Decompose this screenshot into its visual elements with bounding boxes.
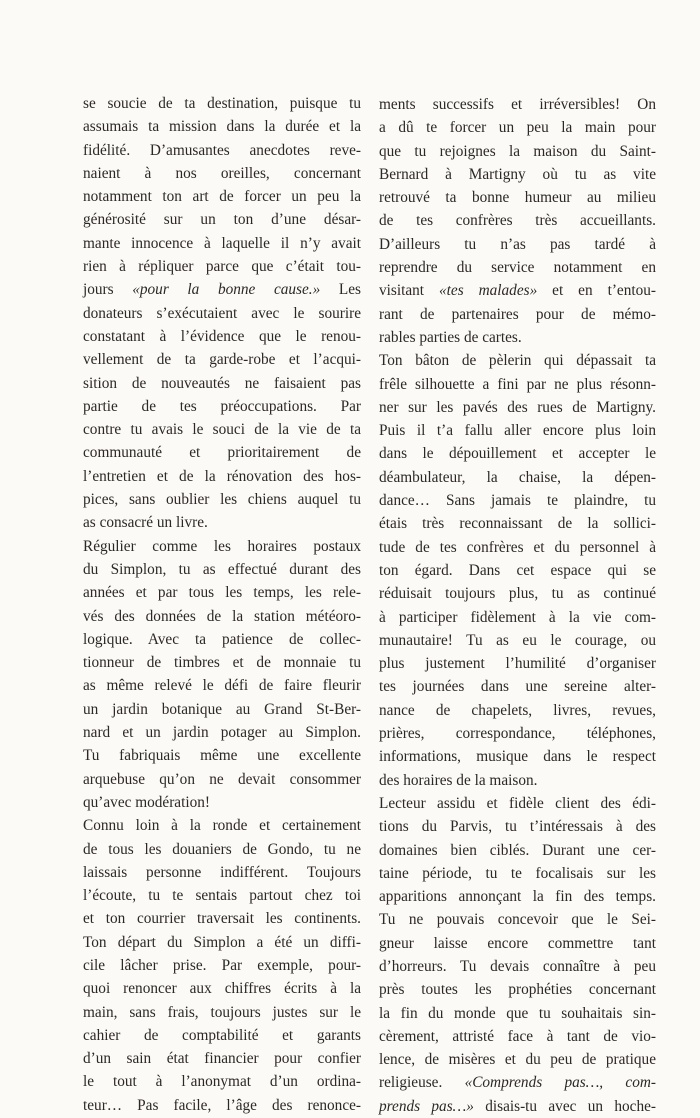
text-line: fidélité. D’amusantes anecdotes reve- bbox=[83, 141, 361, 159]
text-line: reprendre du service notamment en bbox=[379, 259, 656, 277]
left-column-paragraph bbox=[83, 92, 361, 535]
text-line: tionneur de timbres et de monnaie tu bbox=[83, 654, 361, 672]
text-line: gneur laisse encore commettre tant bbox=[379, 934, 656, 952]
text-line: tions du Parvis, tu t’intéressais à des bbox=[379, 818, 656, 836]
text-line: domaines bien ciblés. Durant une cer- bbox=[379, 841, 656, 859]
text-line: réduisait toujours plus, tu as continué bbox=[379, 585, 656, 603]
text-line: munautaire! Tu as eu le courage, ou bbox=[379, 631, 656, 649]
text-line: apparitions annonçant la fin des temps. bbox=[379, 888, 656, 906]
text-line: Régulier comme les horaires postaux bbox=[83, 537, 361, 555]
text-line: nard et un jardin potager au Simplon. bbox=[83, 724, 361, 742]
text-line: près toutes les prophéties concernant bbox=[379, 981, 656, 999]
left-column-paragraph bbox=[83, 814, 361, 1117]
text-line: D’ailleurs tu n’as pas tardé à bbox=[379, 235, 656, 253]
text-line: mante innocence à laquelle il n’y avait bbox=[83, 234, 361, 252]
text-line: années et par tous les temps, les rele- bbox=[83, 584, 361, 602]
right-column-paragraph bbox=[379, 93, 656, 349]
text-line: ments successifs et irréversibles! On bbox=[379, 96, 656, 113]
text-line: la fin du monde que tu souhaitais sin- bbox=[379, 1004, 656, 1022]
text-line: as consacré un livre. bbox=[83, 514, 208, 532]
text-line: Lecteur assidu et fidèle client des édi- bbox=[379, 794, 656, 812]
text-line: d’horreurs. Tu devais connaître à peu bbox=[379, 957, 656, 975]
text-line: qu’avec modération! bbox=[83, 793, 210, 811]
text-line: rien à répliquer parce que c’était tou- bbox=[83, 258, 361, 276]
text-line: nance de chapelets, livres, revues, bbox=[379, 701, 656, 719]
text-line: tude de tes confrères et du personnel à bbox=[379, 538, 656, 556]
text-line: lence, de misères et du peu de pratique bbox=[379, 1051, 656, 1069]
text-line: arquebuse qu’on ne devait consommer bbox=[83, 770, 361, 788]
text-line: à participer fidèlement à la vie com- bbox=[379, 608, 656, 626]
text-line: et ton courrier traversait les continents. bbox=[83, 910, 361, 928]
text-line: logique. Avec ta patience de collec- bbox=[83, 630, 361, 648]
text-line: rant de partenaires pour de mémo- bbox=[379, 305, 656, 323]
text-line: assumais ta mission dans la durée et la bbox=[83, 118, 361, 136]
text-line: contre tu avais le souci de la vie de ta bbox=[83, 421, 361, 439]
text-line: as même relevé le défi de faire fleurir bbox=[83, 677, 361, 695]
text-line: Bernard à Martigny où tu as vite bbox=[379, 165, 656, 183]
text-line: naient à nos oreilles, concernant bbox=[83, 164, 361, 182]
text-line: frêle silhouette a fini par ne plus résonn- bbox=[379, 375, 656, 393]
text-line: sition de nouveautés ne faisaient pas bbox=[83, 374, 361, 392]
left-text-column bbox=[83, 92, 361, 1117]
text-line: se soucie de ta destination, puisque tu bbox=[83, 95, 361, 112]
text-line: religieuse. «Comprends pas…, com- bbox=[379, 1074, 656, 1092]
text-line: teur… Pas facile, l’âge des renonce- bbox=[83, 1096, 361, 1114]
text-line: ner sur les pavés des rues de Martigny. bbox=[379, 398, 656, 416]
text-line: Tu fabriquais même une excellente bbox=[83, 747, 361, 765]
text-line: pices, sans oublier les chiens auquel tu bbox=[83, 491, 361, 509]
text-line: ton égard. Dans cet espace qui se bbox=[379, 561, 656, 579]
text-line: main, sans frais, toujours justes sur le bbox=[83, 1003, 361, 1021]
text-line: communauté et prioritairement de bbox=[83, 444, 361, 462]
text-line: dans le dépouillement et accepter le bbox=[379, 445, 656, 463]
text-line: un jardin botanique au Grand St-Ber- bbox=[83, 700, 361, 718]
text-line: laissais personne indifférent. Toujours bbox=[83, 863, 361, 881]
text-line: Ton bâton de pèlerin qui dépassait ta bbox=[379, 352, 656, 370]
text-line: plus justement l’humilité d’organiser bbox=[379, 655, 656, 673]
text-line: de tous les douaniers de Gondo, tu ne bbox=[83, 840, 361, 858]
text-line: le tout à l’anonymat d’un ordina- bbox=[83, 1073, 361, 1091]
text-line: de tes confrères très accueillants. bbox=[379, 212, 656, 230]
text-line: visitant «tes malades» et en t’entou- bbox=[379, 282, 656, 300]
text-line: donateurs s’exécutaient avec le sourire bbox=[83, 304, 361, 322]
text-line: taine période, tu te focalisais sur les bbox=[379, 864, 656, 882]
text-line: Ton départ du Simplon a été un diffi- bbox=[83, 933, 361, 951]
text-line: jours «pour la bonne cause.» Les bbox=[83, 281, 361, 299]
right-text-column bbox=[379, 93, 656, 1118]
text-line: l’entretien et de la rénovation des hos- bbox=[83, 467, 361, 485]
text-line: retrouvé ta bonne humeur au milieu bbox=[379, 189, 656, 207]
text-line: générosité sur un ton d’une désar- bbox=[83, 211, 361, 229]
text-line: constatant à l’évidence que le renou- bbox=[83, 327, 361, 345]
text-line: d’un sain état financier pour confier bbox=[83, 1050, 361, 1068]
text-line: Connu loin à la ronde et certainement bbox=[83, 817, 361, 835]
text-line: tes journées dans une sereine alter- bbox=[379, 678, 656, 696]
text-line: informations, musique dans le respect bbox=[379, 748, 656, 766]
text-line: partie de tes préoccupations. Par bbox=[83, 397, 361, 415]
text-line: Tu ne pouvais concevoir que le Sei- bbox=[379, 911, 656, 929]
left-column-paragraph bbox=[83, 535, 361, 815]
right-column-paragraph bbox=[379, 792, 656, 1118]
text-line: dance… Sans jamais te plaindre, tu bbox=[379, 492, 656, 510]
text-line: a dû te forcer un peu la main pour bbox=[379, 119, 656, 137]
text-line: notamment ton art de forcer un peu la bbox=[83, 188, 361, 206]
right-column-paragraph bbox=[379, 349, 656, 792]
text-line: déambulateur, la chaise, la dépen- bbox=[379, 468, 656, 486]
text-line: étais très reconnaissant de la sollici- bbox=[379, 515, 656, 533]
text-line: prends pas…» disais-tu avec un hoche- bbox=[379, 1097, 656, 1115]
text-line: Puis il t’a fallu aller encore plus loin bbox=[379, 422, 656, 440]
text-line: que tu rejoignes la maison du Saint- bbox=[379, 142, 656, 160]
text-line: cahier de comptabilité et garants bbox=[83, 1026, 361, 1044]
text-line: du Simplon, tu as effectué durant des bbox=[83, 560, 361, 578]
text-line: prières, correspondance, téléphones, bbox=[379, 725, 656, 743]
text-line: cèrement, attristé face à tant de vio- bbox=[379, 1027, 656, 1045]
text-line: rables parties de cartes. bbox=[379, 328, 522, 346]
text-line: vellement de ta garde-robe et l’acqui- bbox=[83, 351, 361, 369]
text-line: quoi renoncer aux chiffres écrits à la bbox=[83, 980, 361, 998]
text-line: des horaires de la maison. bbox=[379, 771, 538, 789]
text-line: vés des données de la station météoro- bbox=[83, 607, 361, 625]
text-line: l’écoute, tu te sentais partout chez toi bbox=[83, 887, 361, 905]
text-line: cile lâcher prise. Par exemple, pour- bbox=[83, 956, 361, 974]
